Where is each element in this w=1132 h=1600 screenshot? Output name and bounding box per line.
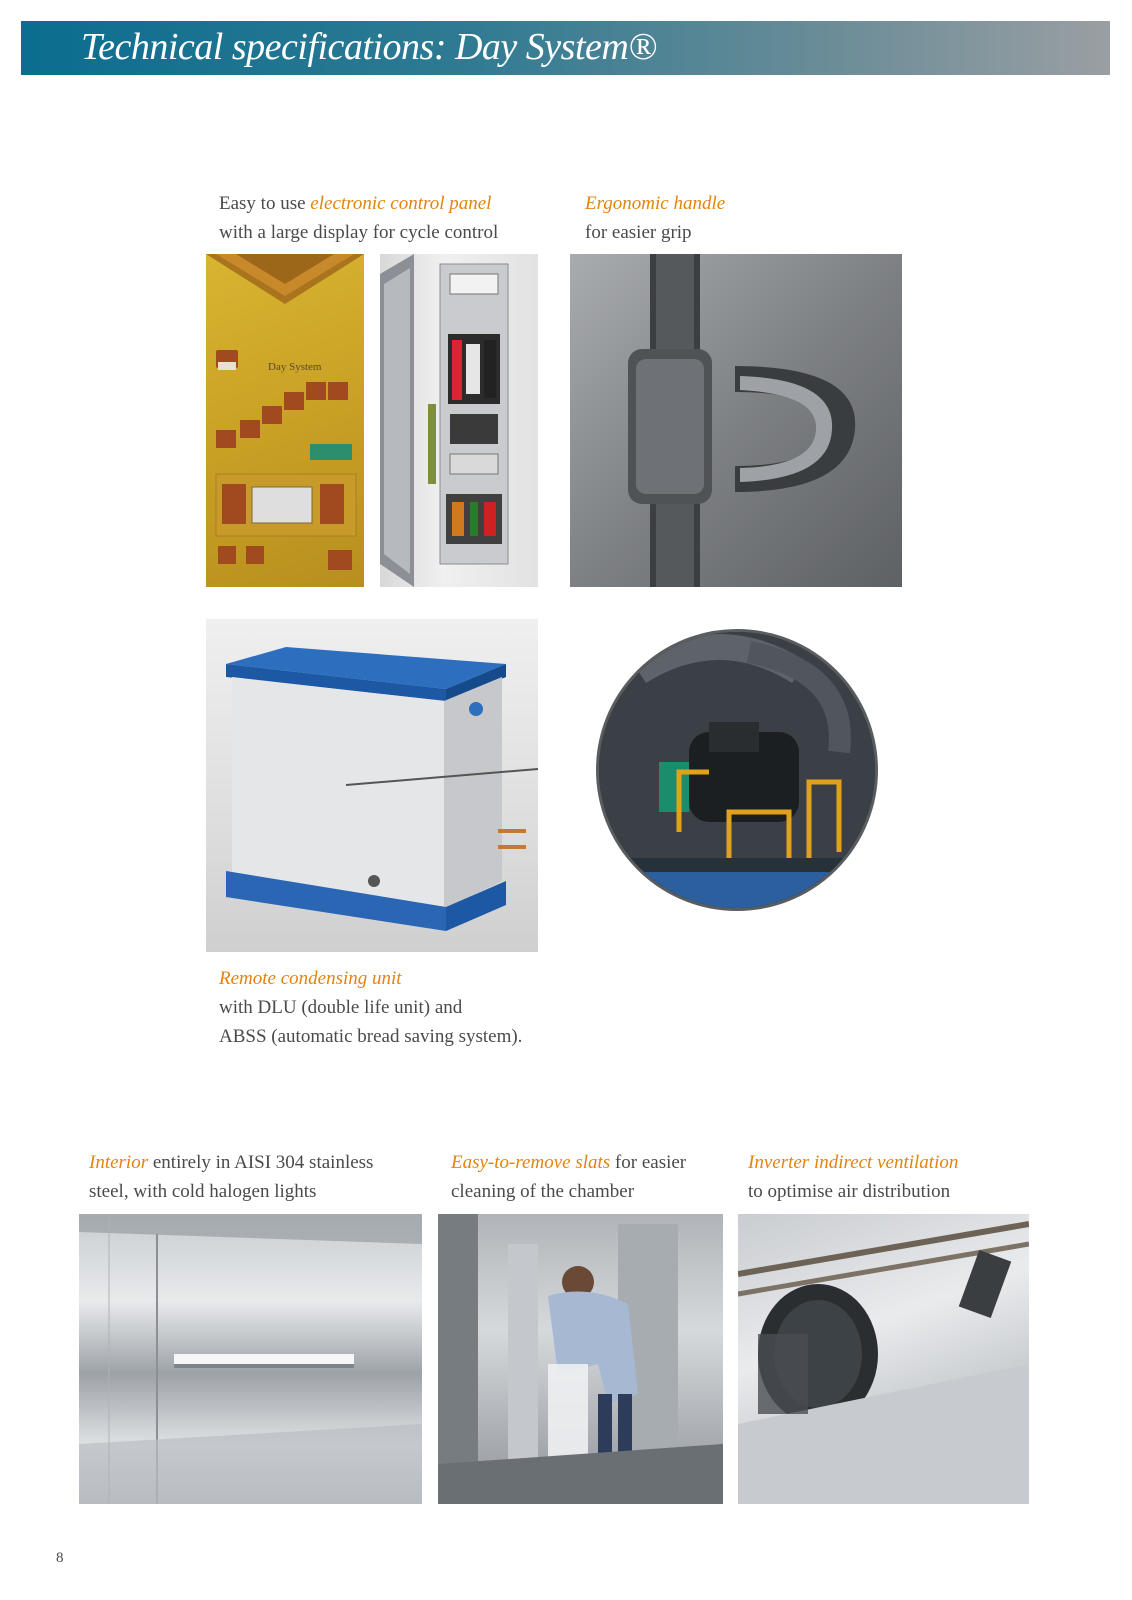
slats-photo — [438, 1214, 723, 1504]
condensing-unit-photo — [206, 619, 538, 952]
handle-photo — [570, 254, 902, 587]
caption-text: entirely in AISI 304 stainless — [148, 1152, 374, 1173]
caption-text: for easier — [610, 1152, 687, 1173]
compressor-illustration — [599, 632, 875, 908]
ventilation-illustration — [738, 1214, 1029, 1504]
caption-text: Easy to use — [219, 193, 311, 214]
panel-brand-label: Day System — [268, 361, 322, 373]
caption-interior — [89, 1148, 373, 1206]
cabinet-illustration — [380, 254, 538, 587]
compressor-detail-inset — [596, 629, 878, 911]
caption-line2: cleaning of the chamber — [451, 1181, 635, 1202]
header-bar — [21, 21, 1110, 75]
caption-slats — [451, 1148, 686, 1206]
caption-highlight: Interior — [89, 1152, 149, 1173]
control-panel-illustration — [206, 254, 364, 587]
electrical-cabinet-photo — [380, 254, 538, 587]
caption-highlight: Ergonomic handle — [585, 193, 726, 214]
caption-condensing-unit — [219, 964, 522, 1051]
caption-control-panel — [219, 189, 498, 247]
interior-photo — [79, 1214, 422, 1504]
caption-line2: steel, with cold halogen lights — [89, 1181, 317, 1202]
slats-illustration — [438, 1214, 723, 1504]
caption-line3: ABSS (automatic bread saving system). — [219, 1026, 523, 1047]
page-title: Technical specifications: Day System® — [81, 26, 657, 68]
caption-highlight: electronic control panel — [310, 193, 492, 214]
caption-highlight: Easy-to-remove slats — [451, 1152, 611, 1173]
handle-illustration — [570, 254, 902, 587]
page-number: 8 — [56, 1550, 64, 1566]
caption-highlight: Remote condensing unit — [219, 968, 402, 989]
caption-line2: with DLU (double life unit) and — [219, 997, 463, 1018]
interior-illustration — [79, 1214, 422, 1504]
caption-highlight: Inverter indirect ventilation — [748, 1152, 959, 1173]
control-panel-photo — [206, 254, 364, 587]
caption-ventilation — [748, 1148, 958, 1206]
ventilation-photo — [738, 1214, 1029, 1504]
condensing-unit-illustration — [206, 619, 538, 952]
caption-line2: to optimise air distribution — [748, 1181, 951, 1202]
caption-line2: with a large display for cycle control — [219, 222, 499, 243]
caption-handle — [585, 189, 725, 247]
caption-line2: for easier grip — [585, 222, 692, 243]
